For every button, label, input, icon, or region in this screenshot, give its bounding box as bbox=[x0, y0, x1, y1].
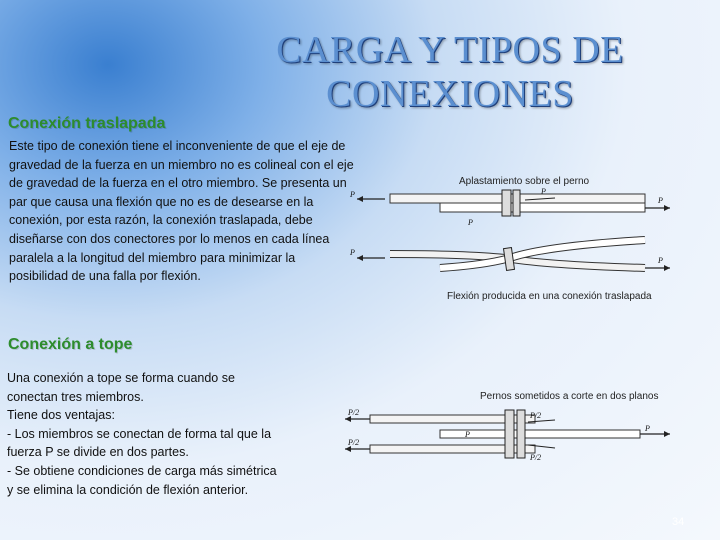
figure-caption-double-shear: Pernos sometidos a corte en dos planos bbox=[480, 391, 659, 402]
butt-joint-line: - Se obtiene condiciones de carga más simétrica bbox=[7, 463, 277, 478]
main-arrowhead bbox=[664, 431, 670, 437]
butt-bolt-2 bbox=[517, 410, 525, 458]
left-arrowhead bbox=[357, 196, 363, 202]
figure-caption-bearing: Aplastamiento sobre el perno bbox=[459, 176, 590, 187]
title-line-1: CARGA Y TIPOS DE bbox=[276, 29, 624, 71]
half-force-label-shear-bottom: P/2 bbox=[530, 453, 542, 462]
butt-joint-line: Tiene dos ventajas: bbox=[7, 408, 115, 423]
lap-joint-paragraph: Este tipo de conexión tiene el inconveniente de que el eje de gravedad de la fuerza en un miembro no es colineal con el eje de gravedad de la fuerza en el otro miembro. Se presenta un par que causa una flexión que no es de desearse en la conexión, por esta razón, la conexión traslapada, debe diseñarse con dos conectores por lo menos en cada línea paralela a la longitud del miembro para minimizar la posibilidad de una falla por flexión. bbox=[9, 139, 354, 284]
butt-joint-line: y se elimina la condición de flexión anterior. bbox=[7, 482, 249, 497]
half-force-label-bottom: P/2 bbox=[348, 438, 360, 447]
slide-title bbox=[240, 28, 660, 116]
lap-joint-bent-diagram bbox=[349, 240, 670, 271]
right-arrowhead bbox=[664, 205, 670, 211]
title-line-2: CONEXIONES bbox=[326, 73, 574, 115]
bolt-2 bbox=[513, 190, 520, 216]
main-plate-force-label: P bbox=[465, 430, 470, 439]
butt-joint-line: fuerza P se divide en dos partes. bbox=[7, 445, 189, 460]
bent-force-label-right: P bbox=[658, 256, 663, 265]
bent-left-arrowhead bbox=[357, 255, 363, 261]
half-force-label-top: P/2 bbox=[348, 408, 360, 417]
force-label-lower: P bbox=[468, 218, 473, 227]
figure-caption-bending: Flexión producida en una conexión traslapada bbox=[447, 291, 652, 302]
force-label-left: P bbox=[350, 190, 355, 199]
bent-force-label-left: P bbox=[350, 248, 355, 257]
lap-joint-straight-diagram bbox=[349, 187, 670, 227]
butt-joint-line: conectan tres miembros. bbox=[7, 389, 144, 404]
butt-bolt-1 bbox=[505, 410, 514, 458]
half-force-label-shear-top: P/2 bbox=[530, 411, 542, 420]
main-plate bbox=[440, 430, 640, 438]
bent-right-arrowhead bbox=[664, 265, 670, 271]
section-heading-butt-joint: Conexión a tope bbox=[8, 336, 133, 353]
bolt-1 bbox=[502, 190, 511, 216]
main-force-label: P bbox=[645, 424, 650, 433]
section-heading-lap-joint: Conexión traslapada bbox=[8, 115, 166, 132]
page-number: 34 bbox=[672, 516, 685, 528]
butt-joint-figure bbox=[340, 385, 690, 465]
lap-joint-figure bbox=[345, 170, 690, 305]
butt-joint-paragraph bbox=[7, 369, 312, 499]
force-label-right: P bbox=[658, 196, 663, 205]
force-label-bearing: P bbox=[541, 187, 546, 196]
bent-bolt bbox=[504, 248, 515, 271]
lower-plate bbox=[440, 203, 645, 212]
butt-joint-line: - Los miembros se conectan de forma tal que la bbox=[7, 426, 272, 441]
butt-joint-line: Una conexión a tope se forma cuando se bbox=[7, 371, 235, 385]
